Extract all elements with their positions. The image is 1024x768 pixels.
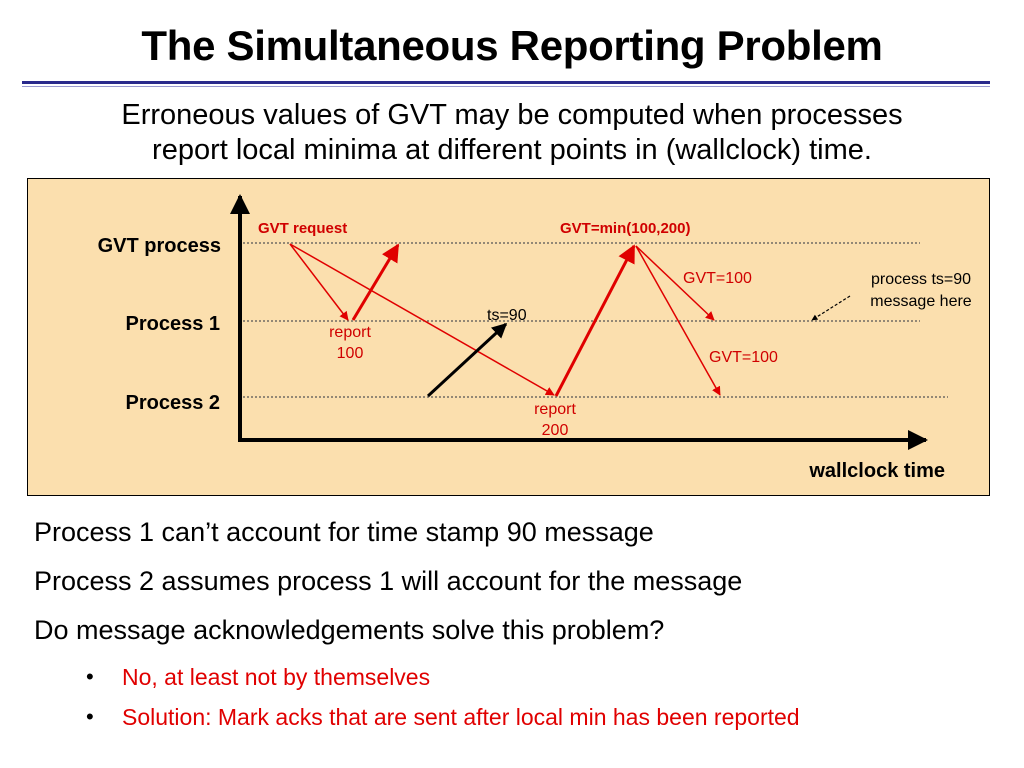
note-label-line1: process ts=90 — [870, 271, 972, 288]
row-label-gvt-process: GVT process — [97, 235, 221, 257]
report-200-label-line2: 200 — [541, 422, 569, 439]
report-100-label-line2: 100 — [336, 345, 364, 362]
gvt-request-label: GVT request — [258, 220, 348, 237]
bullet-list — [34, 512, 1014, 739]
row-label-process-1: Process 1 — [125, 313, 220, 335]
row-label-process-2: Process 2 — [125, 392, 220, 414]
sub-bullet-1-text: No, at least not by themselves — [122, 664, 431, 690]
subtitle-line-1: Erroneous values of GVT may be computed when processes — [121, 99, 903, 131]
report-100-arrow — [353, 245, 398, 320]
gvt-100-label-b: GVT=100 — [709, 349, 778, 366]
gvt-request-to-process-1 — [290, 244, 348, 320]
bullet-dot-icon: • — [86, 664, 94, 689]
sub-bullet-2 — [34, 699, 1014, 739]
sub-bullet-1 — [34, 659, 1014, 699]
slide-title: The Simultaneous Reporting Problem — [141, 22, 883, 69]
note-pointer-arrow — [812, 296, 850, 320]
bullet-3: Do message acknowledgements solve this problem? — [34, 615, 665, 645]
report-200-label-line1: report — [534, 401, 576, 418]
ts90-label: ts=90 — [487, 307, 527, 324]
bullet-dot-icon: • — [86, 704, 94, 729]
sub-bullet-2-text: Solution: Mark acks that are sent after local min has been reported — [122, 704, 800, 730]
report-100-label-line1: report — [329, 324, 371, 341]
note-label-line2: message here — [870, 293, 972, 310]
bullet-2: Process 2 assumes process 1 will account for the message — [34, 566, 743, 596]
gvt-100-label-a: GVT=100 — [683, 270, 752, 287]
x-axis-label: wallclock time — [809, 460, 945, 482]
bullet-1: Process 1 can’t account for time stamp 90 message — [34, 517, 654, 547]
subtitle-line-2: report local minima at different points in (wallclock) time. — [152, 134, 872, 166]
gvt-min-label: GVT=min(100,200) — [560, 220, 691, 237]
